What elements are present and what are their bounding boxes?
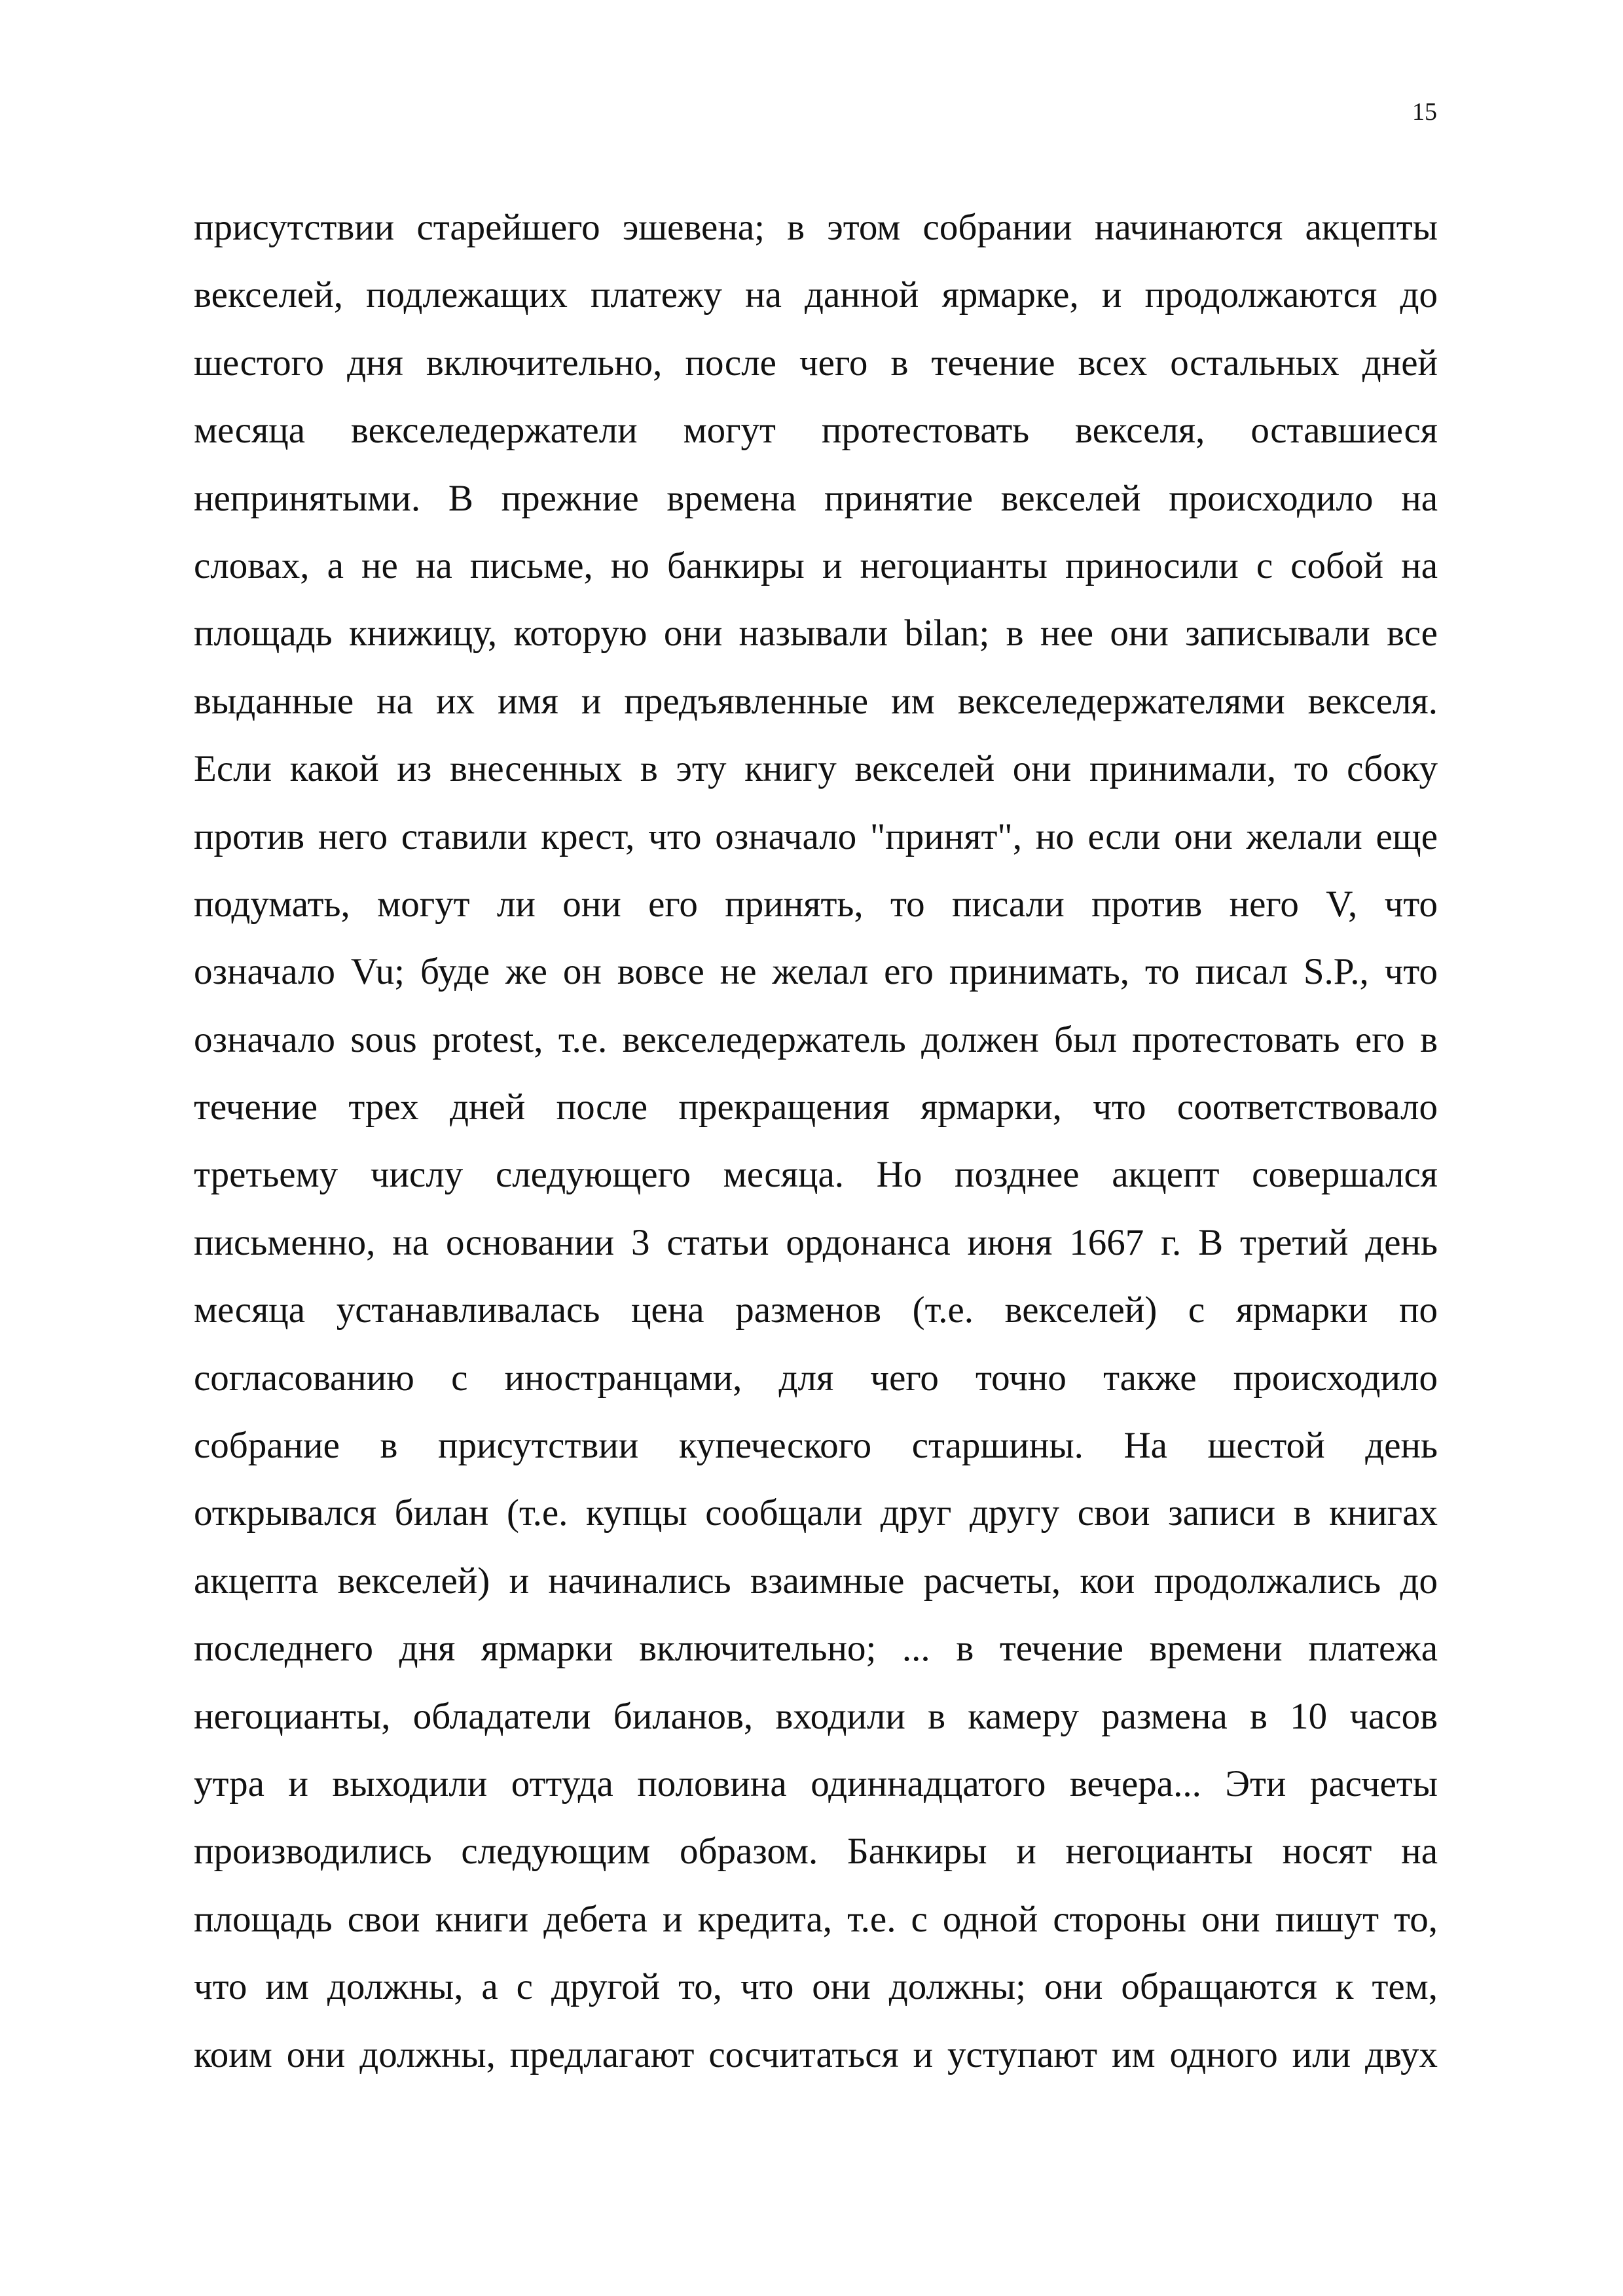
text-line: собрание в присутствии купеческого старшины. На шестой день [194, 1425, 1438, 1467]
page-number: 15 [1412, 98, 1437, 126]
text-line: выданные на их имя и предъявленные им векселедержателями векселя. [194, 680, 1438, 722]
text-line: площадь свои книги дебета и кредита, т.е. с одной стороны они пишут то, [194, 1898, 1438, 1940]
text-line: шестого дня включительно, после чего в течение всех остальных дней [194, 342, 1438, 384]
text-line: акцепта векселей) и начинались взаимные расчеты, кои продолжались до [194, 1560, 1438, 1602]
text-line: открывался билан (т.е. купцы сообщали друг другу свои записи в книгах [194, 1492, 1438, 1534]
text-line: площадь книжицу, которую они называли bilan; в нее они записывали все [194, 613, 1438, 655]
text-line: производились следующим образом. Банкиры и негоцианты носят на [194, 1831, 1438, 1873]
text-line: словах, а не на письме, но банкиры и негоцианты приносили с собой на [194, 545, 1438, 586]
text-line: течение трех дней после прекращения ярмарки, что соответствовало [194, 1086, 1438, 1128]
text-line: негоцианты, обладатели биланов, входили в камеру размена в 10 часов [194, 1695, 1438, 1737]
text-line: против него ставили крест, что означало "принят", но если они желали еще [194, 816, 1438, 857]
text-line: что им должны, а с другой то, что они должны; они обращаются к тем, [194, 1966, 1438, 2008]
text-line: Если какой из внесенных в эту книгу векселей они принимали, то сбоку [194, 748, 1438, 790]
text-line: векселей, подлежащих платежу на данной ярмарке, и продолжаются до [194, 274, 1438, 316]
text-line: коим они должны, предлагают сосчитаться и уступают им одного или двух [194, 2034, 1438, 2075]
text-line: присутствии старейшего эшевена; в этом собрании начинаются акцепты [194, 207, 1438, 248]
text-line: месяца векселедержатели могут протестовать векселя, оставшиеся [194, 410, 1438, 452]
text-line: непринятыми. В прежние времена принятие векселей происходило на [194, 477, 1438, 519]
text-line: подумать, могут ли они его принять, то писали против него V, что [194, 883, 1438, 925]
text-line: означало sous protest, т.е. векселедержатель должен был протестовать его в [194, 1018, 1438, 1060]
body-text [194, 194, 1438, 2089]
text-line: согласованию с иностранцами, для чего точно также происходило [194, 1357, 1438, 1399]
text-line: последнего дня ярмарки включительно; ... в течение времени платежа [194, 1628, 1438, 1670]
text-line: третьему числу следующего месяца. Но позднее акцепт совершался [194, 1154, 1438, 1196]
text-line: месяца устанавливалась цена разменов (т.е. векселей) с ярмарки по [194, 1289, 1438, 1331]
text-line: означало Vu; буде же он вовсе не желал его принимать, то писал S.P., что [194, 951, 1438, 993]
text-line: утра и выходили оттуда половина одиннадцатого вечера... Эти расчеты [194, 1763, 1438, 1804]
text-line: письменно, на основании 3 статьи ордонанса июня 1667 г. В третий день [194, 1221, 1438, 1263]
